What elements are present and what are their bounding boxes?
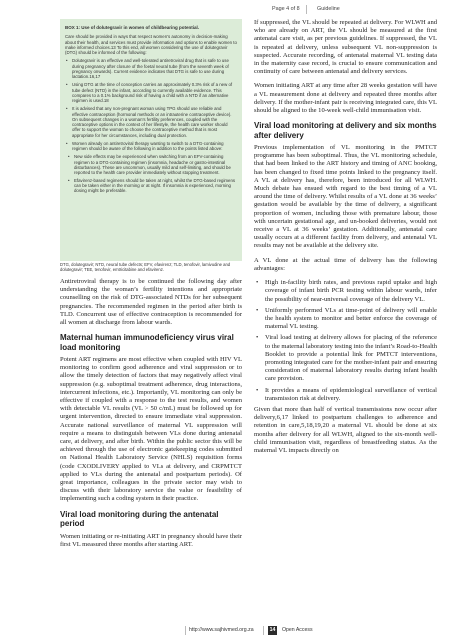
list-item-text: Uniformly performed VLs at time-point of delivery will enable the health system to monitor and better enforce the coverage of maternal VL testing.: [265, 306, 437, 331]
box-sub-bullet-text: Efavirenz-based regimens should be taken at night, whilst the DTG-based regimens can be taken either in the morning or at night. If insomnia is experienced, morning dosing might be preferable.: [74, 177, 236, 194]
bullet-icon: •: [256, 334, 259, 342]
page-footer: [0, 627, 453, 637]
bullet-icon: •: [256, 279, 259, 287]
list-item-text: Viral load testing at delivery allows for placing of the reference to the maternal laboratory testing into the infant’s Road-to-Health Booklet to provide a potential link for PMTCT interventions, promoting integrated care for the mother-infant pair and ensuring consideration of maternal laboratory results during infant health care provision.: [265, 334, 437, 383]
body-paragraph: Given that more than half of vertical transmissions now occur after delivery,6,17 linked to postpartum challenges to adherence and retention in care,5,18,19,20 a maternal VL should be done at six months after delivery for all WLWH, aligned to the six-month well-child immunisation visit, regardless of breastfeeding status. As the maternal VL impacts directly on: [254, 405, 437, 454]
section-heading: Viral load monitoring during the antenatal period: [60, 509, 219, 529]
box-bullet: [65, 82, 237, 103]
footer-divider: [185, 626, 186, 635]
box-intro: Care should be provided in ways that respect women’s autonomy in decision-making about their health, and services must provide information and options to enable women to make informed choices.13 To this end, all women considering the use of dolutegravir (DTG) should be informed of the following:: [65, 34, 237, 55]
bullet-icon: •: [66, 58, 68, 64]
box-bullet: [65, 106, 237, 138]
footer-divider: [263, 626, 264, 635]
list-item: [254, 279, 437, 304]
bullet-icon: •: [256, 306, 259, 314]
list-item: [254, 387, 437, 403]
box-bullet-text: Women already on antiretroviral therapy wanting to switch to a DTG-containing regimen should be aware of the following in addition to the points listed above:: [72, 140, 224, 151]
section-heading: Maternal human immunodeficiency virus viral load monitoring: [60, 333, 234, 352]
bullet-icon: •: [66, 106, 68, 112]
box-bullet-text: Dolutegravir is an effective and well-tolerated antiretroviral drug that is safe to use during pregnancy after closure of the foetal neural tube (from the seventh week of pregnancy onwards). Current evidence indicates that DTG is safe to use during lactation.16,17: [72, 58, 229, 79]
section-heading: Viral load monitoring at delivery and six months after delivery: [254, 121, 437, 140]
bullet-icon: •: [68, 177, 70, 183]
bullet-icon: •: [66, 82, 68, 88]
body-paragraph: Women initiating or re-initiating ART in pregnancy should have their first VL measured three months after starting ART.: [60, 532, 242, 548]
info-box: [60, 19, 242, 261]
journal-link[interactable]: http://www.sajhivmed.org.za: [189, 627, 254, 633]
box-bullet: [65, 141, 237, 152]
page-number: 14: [269, 627, 276, 633]
left-column: [60, 278, 242, 555]
body-paragraph: If suppressed, the VL should be repeated at delivery. For WLWH and who are already on ART, the VL should be measured at the first antenatal care visit, as per previous guidelines. If suppressed, the VL is repeated at delivery, unless subsequent VL non-suppression is suspected. Accurate recording, of antenatal maternal VL testing data in the maternity case record, is crucial to ensure communication and continuity of care between antenatal and delivery services.: [254, 19, 437, 76]
body-paragraph: Potent ART regimens are most effective when coupled with HIV VL monitoring to confirm good adherence and viral suppression or to allow the timely detection of factors that may negatively affect viral suppression (e.g. suboptimal treatment adherence, drug interactions, intercurrent infections, etc.). Importantly, VL monitoring can only be effective if coupled with a response to the test results, and women with detectable VL results (VL > 50 c/mL) must be followed up for urgent intervention, directed to ensure immediate viral suppression. Accurate national surveillance of maternal VL suppression will require a means to distinguish between VLs done during antenatal care, at delivery, and after birth. Within the public sector this will be achieved through the use of electronic gatekeeping codes submitted on National Health Laboratory Service (NHLS) requisition forms (code CXODLIVERY applied to VLs at delivery, and CRPMTCT applied to VLs during the antenatal and postpartum periods). Of great importance, colleagues in the private sector may wish to discuss with their laboratory service the value or feasibility of implementing such a coding system in their practice.: [60, 356, 242, 503]
page-header: [0, 6, 453, 16]
header-divider: [306, 5, 307, 14]
box-bullet-text: It is advised that any non-pregnant woman using TPG should use reliable and effective contraception (hormonal methods or an intrauterine contraceptive device). On subsequent changes in a woman’s fertility preferences, coupled with the contraceptive options in the context of her lifestyle, the health care worker should offer to support the woman to choose the contraceptive method that is most appropriate for her circumstances, including dual protection.: [72, 106, 232, 138]
body-paragraph: Women initiating ART at any time after 28 weeks gestation will have a VL measurement done at delivery and repeated three months after delivery. If the mother-infant pair is receiving integrated care, this VL should be aligned to the 10-week well-child immunisation visit.: [254, 82, 437, 115]
body-paragraph: A VL done at the actual time of delivery has the following advantages:: [254, 256, 437, 272]
bullet-icon: •: [66, 140, 68, 146]
list-item: [254, 334, 437, 383]
box-sub-bullet-text: New side effects may be experienced when switching from an EFV-containing regimen to a DTG-containing regimen (insomnia, headache or gastro-intestinal disturbances). These are uncommon, usually mild and self-limiting, and should be reported to the health care provider immediately without stopping treatment.: [74, 154, 231, 175]
section-label: Guideline: [317, 6, 340, 12]
box-sub-bullet: [65, 178, 237, 194]
right-column: [254, 19, 437, 461]
body-paragraph: Antiretroviral therapy is to be continued the following day after understanding the woman’s fertility intentions and appropriate counselling on the risk of DTG-associated NTDs for her subsequent pregnancies. The recommended regimen in the period after birth is TLD. Concurrent use of effective contraception is recommended for all women at discharge from labour wards.: [60, 278, 242, 327]
body-paragraph: Previous implementation of VL monitoring in the PMTCT programme has been suboptimal. Thus, the VL monitoring schedule, that had been linked to the ART history and timing of ANC booking, has been changed to fixed time points linked to the pregnancy itself. A VL at delivery has, therefore, been introduced for all WLWH. Much debate has ensued with regard to the best timing of a VL around the time of delivery. Whilst results of a VL done at 36 weeks’ gestation would be available by the time of delivery, a significant proportion of women, including those with premature labour, those with uncertain gestational age, and un-booked deliveries, would not receive a VL at 36 weeks’ gestation. Additionally, antenatal care usually occurs at a different facility from delivery, and antenatal VL results may not be available at the delivery site.: [254, 144, 437, 250]
box-bullet: [65, 58, 237, 79]
box-footnote: DTG, dolutegravir; NTD, neural tube defects; EFV, efavirenz; TLD, tenofovir, lamivudine and dolutegravir; TEE, tenofovir, emtricitabine and efavirenz.: [60, 262, 231, 273]
list-item: [254, 307, 437, 332]
bullet-icon: •: [256, 386, 259, 394]
page-label: Page 4 of 8: [272, 6, 300, 12]
box-bullet-text: Using DTG at the time of conception carries an approximately 0.3% risk of a new of tube defect (NTD) in the infant, according to currently available evidence. This compares to a 0.1% background risk of having a child with a NTD if an alternative regimen is used.18: [72, 82, 233, 103]
open-access-label: Open Access: [282, 627, 313, 633]
list-item-text: It provides a means of epidemiological surveillance of vertical transmission risk at delivery.: [265, 386, 437, 402]
list-item-text: High in-facility birth rates, and previous rapid uptake and high coverage of infant birth PCR testing within labour wards, infer the possibility of near-universal coverage of the delivery VL.: [265, 279, 437, 303]
box-title: BOX 1: Use of dolutegravir in women of childbearing potential.: [65, 25, 200, 30]
box-sub-bullet: [65, 154, 237, 175]
bullet-icon: •: [68, 154, 70, 160]
